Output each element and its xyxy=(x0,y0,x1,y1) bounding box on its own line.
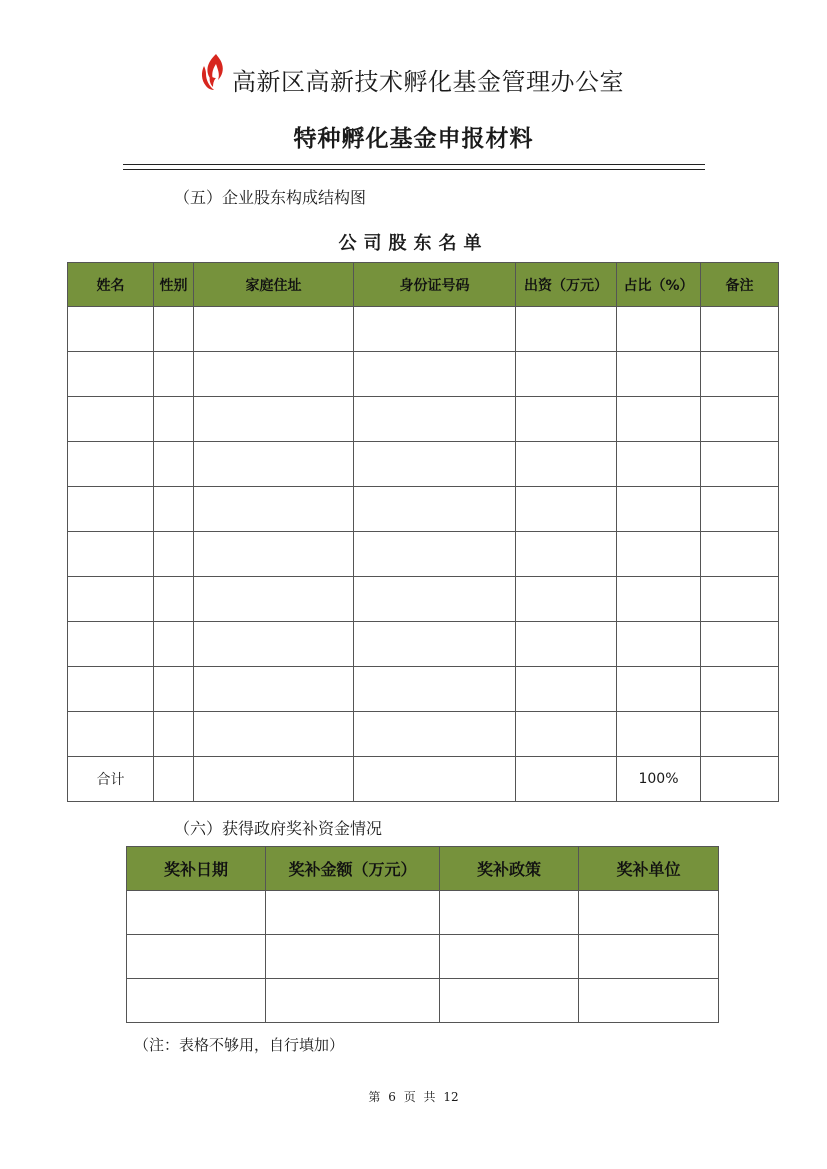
remarks-cell[interactable] xyxy=(701,532,779,577)
total-ratio-cell: 100% xyxy=(617,757,701,802)
col-subsidy-policy-header: 奖补政策 xyxy=(440,847,579,891)
gender-cell[interactable] xyxy=(154,712,194,757)
section-six-heading: （六）获得政府奖补资金情况 xyxy=(174,819,383,838)
investment-cell[interactable] xyxy=(516,712,617,757)
page-header xyxy=(0,50,827,100)
ratio-cell[interactable] xyxy=(617,442,701,487)
ratio-cell[interactable] xyxy=(617,307,701,352)
subsidy-policy-cell[interactable] xyxy=(440,891,579,935)
id-number-cell[interactable] xyxy=(354,712,516,757)
subsidy-row xyxy=(127,935,719,979)
red-flame-logo-icon xyxy=(196,52,228,92)
address-cell[interactable] xyxy=(194,622,354,667)
subsidy-policy-cell[interactable] xyxy=(440,935,579,979)
address-cell[interactable] xyxy=(194,487,354,532)
shareholder-row xyxy=(68,667,779,712)
ratio-cell[interactable] xyxy=(617,487,701,532)
shareholder-row xyxy=(68,352,779,397)
name-cell[interactable] xyxy=(68,397,154,442)
address-cell[interactable] xyxy=(194,397,354,442)
shareholder-row xyxy=(68,397,779,442)
investment-cell[interactable] xyxy=(516,667,617,712)
name-cell[interactable] xyxy=(68,442,154,487)
shareholder-table xyxy=(67,262,779,802)
id-number-cell[interactable] xyxy=(354,352,516,397)
subsidy-row xyxy=(127,979,719,1023)
total-gender-cell[interactable] xyxy=(154,757,194,802)
name-cell[interactable] xyxy=(68,307,154,352)
remarks-cell[interactable] xyxy=(701,712,779,757)
shareholder-row xyxy=(68,622,779,667)
name-cell[interactable] xyxy=(68,487,154,532)
ratio-cell[interactable] xyxy=(617,622,701,667)
subsidy-policy-cell[interactable] xyxy=(440,979,579,1023)
section-five-heading: （五）企业股东构成结构图 xyxy=(174,188,367,207)
address-cell[interactable] xyxy=(194,352,354,397)
shareholder-total-row xyxy=(68,757,779,802)
subsidy-date-cell[interactable] xyxy=(127,891,266,935)
gender-cell[interactable] xyxy=(154,307,194,352)
col-gender-header: 性别 xyxy=(154,263,194,307)
gender-cell[interactable] xyxy=(154,667,194,712)
page-footer xyxy=(0,1088,827,1105)
col-id-number-header: 身份证号码 xyxy=(354,263,516,307)
remarks-cell[interactable] xyxy=(701,667,779,712)
page-number: 6 xyxy=(388,1090,396,1104)
id-number-cell[interactable] xyxy=(354,442,516,487)
investment-cell[interactable] xyxy=(516,352,617,397)
total-label-cell: 合计 xyxy=(68,757,154,802)
ratio-cell[interactable] xyxy=(617,667,701,712)
table-note: （注：表格不够用，自行填加） xyxy=(134,1036,345,1054)
investment-cell[interactable] xyxy=(516,487,617,532)
col-remarks-header: 备注 xyxy=(701,263,779,307)
id-number-cell[interactable] xyxy=(354,397,516,442)
gender-cell[interactable] xyxy=(154,487,194,532)
investment-cell[interactable] xyxy=(516,442,617,487)
investment-cell[interactable] xyxy=(516,577,617,622)
ratio-cell[interactable] xyxy=(617,352,701,397)
gender-cell[interactable] xyxy=(154,352,194,397)
address-cell[interactable] xyxy=(194,442,354,487)
organization-name: 高新区高新技术孵化基金管理办公室 xyxy=(232,68,624,96)
id-number-cell[interactable] xyxy=(354,667,516,712)
shareholder-row xyxy=(68,577,779,622)
id-number-cell[interactable] xyxy=(354,307,516,352)
name-cell[interactable] xyxy=(68,712,154,757)
remarks-cell[interactable] xyxy=(701,577,779,622)
gender-cell[interactable] xyxy=(154,622,194,667)
ratio-cell[interactable] xyxy=(617,577,701,622)
subsidy-amount-cell[interactable] xyxy=(266,891,440,935)
investment-cell[interactable] xyxy=(516,307,617,352)
subsidy-unit-cell[interactable] xyxy=(579,891,719,935)
investment-cell[interactable] xyxy=(516,532,617,577)
address-cell[interactable] xyxy=(194,307,354,352)
gender-cell[interactable] xyxy=(154,532,194,577)
total-investment-cell[interactable] xyxy=(516,757,617,802)
col-subsidy-unit-header: 奖补单位 xyxy=(579,847,719,891)
name-cell[interactable] xyxy=(68,352,154,397)
shareholder-table-title: 公司股东名单 xyxy=(338,233,489,254)
remarks-cell[interactable] xyxy=(701,487,779,532)
investment-cell[interactable] xyxy=(516,622,617,667)
shareholder-row xyxy=(68,532,779,577)
id-number-cell[interactable] xyxy=(354,577,516,622)
subsidy-date-cell[interactable] xyxy=(127,979,266,1023)
subsidy-amount-cell[interactable] xyxy=(266,935,440,979)
ratio-cell[interactable] xyxy=(617,712,701,757)
document-title: 特种孵化基金申报材料 xyxy=(293,126,534,152)
col-address-header: 家庭住址 xyxy=(194,263,354,307)
subsidy-unit-cell[interactable] xyxy=(579,935,719,979)
remarks-cell[interactable] xyxy=(701,622,779,667)
remarks-cell[interactable] xyxy=(701,442,779,487)
address-cell[interactable] xyxy=(194,667,354,712)
remarks-cell[interactable] xyxy=(701,352,779,397)
subsidy-date-cell[interactable] xyxy=(127,935,266,979)
title-divider-top xyxy=(123,164,705,165)
id-number-cell[interactable] xyxy=(354,532,516,577)
page-label-mid: 页 共 xyxy=(403,1090,436,1104)
id-number-cell[interactable] xyxy=(354,622,516,667)
address-cell[interactable] xyxy=(194,577,354,622)
subsidy-table xyxy=(126,846,719,1023)
shareholder-header-row xyxy=(68,263,779,307)
page-total: 12 xyxy=(443,1090,459,1104)
subsidy-unit-cell[interactable] xyxy=(579,979,719,1023)
investment-cell[interactable] xyxy=(516,397,617,442)
shareholder-row xyxy=(68,712,779,757)
col-name-header: 姓名 xyxy=(68,263,154,307)
subsidy-header-row xyxy=(127,847,719,891)
gender-cell[interactable] xyxy=(154,442,194,487)
gender-cell[interactable] xyxy=(154,397,194,442)
name-cell[interactable] xyxy=(68,667,154,712)
ratio-cell[interactable] xyxy=(617,532,701,577)
total-id-cell[interactable] xyxy=(354,757,516,802)
name-cell[interactable] xyxy=(68,622,154,667)
col-investment-header: 出资（万元） xyxy=(516,263,617,307)
ratio-cell[interactable] xyxy=(617,397,701,442)
col-ratio-header: 占比（%） xyxy=(617,263,701,307)
subsidy-amount-cell[interactable] xyxy=(266,979,440,1023)
name-cell[interactable] xyxy=(68,532,154,577)
remarks-cell[interactable] xyxy=(701,307,779,352)
col-subsidy-date-header: 奖补日期 xyxy=(127,847,266,891)
shareholder-row xyxy=(68,487,779,532)
remarks-cell[interactable] xyxy=(701,397,779,442)
title-divider-bottom xyxy=(123,169,705,170)
page-label-pre: 第 xyxy=(368,1090,381,1104)
total-address-cell[interactable] xyxy=(194,757,354,802)
shareholder-row xyxy=(68,442,779,487)
subsidy-row xyxy=(127,891,719,935)
name-cell[interactable] xyxy=(68,577,154,622)
address-cell[interactable] xyxy=(194,712,354,757)
id-number-cell[interactable] xyxy=(354,487,516,532)
col-subsidy-amount-header: 奖补金额（万元） xyxy=(266,847,440,891)
address-cell[interactable] xyxy=(194,532,354,577)
shareholder-row xyxy=(68,307,779,352)
total-remarks-cell[interactable] xyxy=(701,757,779,802)
gender-cell[interactable] xyxy=(154,577,194,622)
